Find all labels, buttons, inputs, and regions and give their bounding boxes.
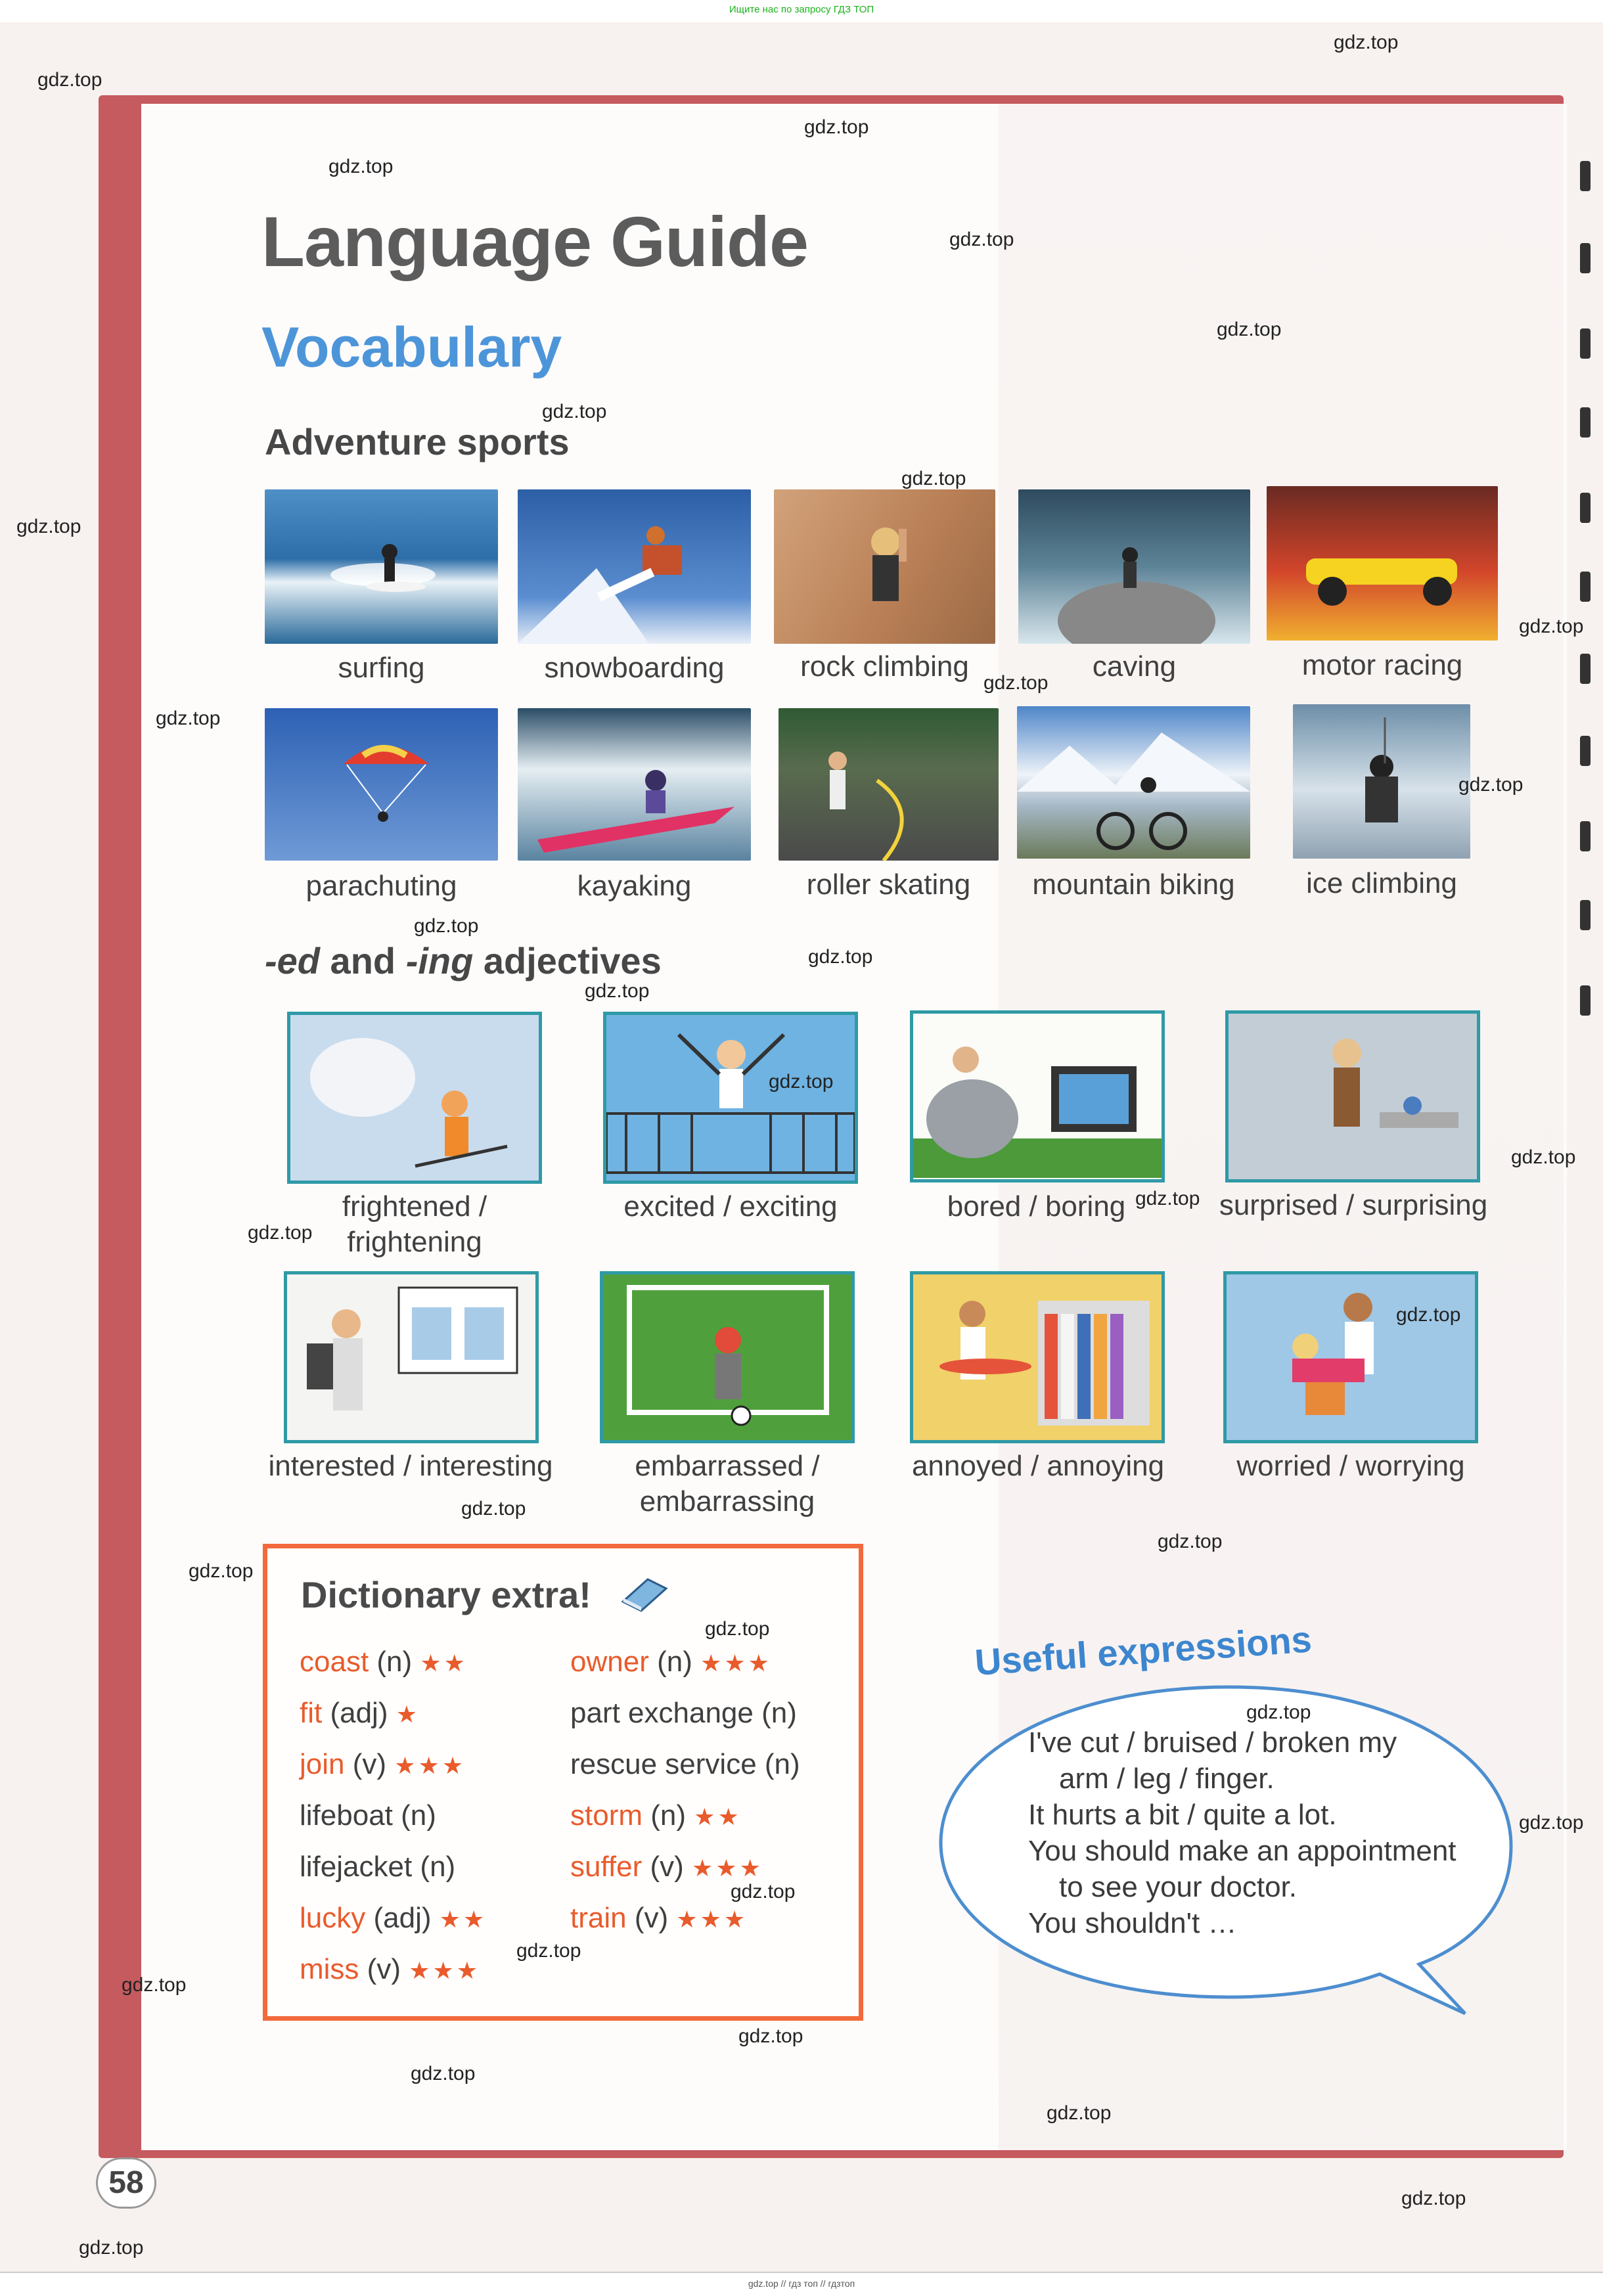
- caption-surprised: surprised / surprising: [1219, 1189, 1488, 1221]
- parachute-icon: [265, 708, 498, 861]
- watermark: gdz.top: [1519, 1812, 1584, 1834]
- watermark: gdz.top: [1334, 32, 1399, 53]
- dictionary-title: Dictionary extra!: [301, 1574, 591, 1615]
- parachuting-photo: [265, 708, 498, 861]
- caption-roller-skating: roller skating: [806, 868, 971, 901]
- watermark: gdz.top: [328, 156, 394, 177]
- watermark: gdz.top: [901, 468, 966, 489]
- snowboarder-icon: [518, 489, 751, 644]
- watermark: gdz.top: [156, 708, 221, 729]
- watermark: gdz.top: [585, 980, 650, 1002]
- caption-bored: bored / boring: [947, 1190, 1126, 1223]
- dict-left-3: lifeboat (n): [300, 1799, 436, 1832]
- watermark: gdz.top: [1047, 2102, 1112, 2124]
- watermark: gdz.top: [516, 1940, 581, 1962]
- snowboarding-photo: [518, 489, 751, 644]
- cave-icon: [1018, 489, 1250, 644]
- dict-left-6: miss (v) ★★★: [300, 1953, 481, 1985]
- watermark: gdz.top: [1519, 616, 1584, 637]
- caption-worried: worried / worrying: [1236, 1450, 1465, 1482]
- caption-excited: excited / exciting: [623, 1190, 838, 1223]
- adjectives-heading: -ed and -ing adjectives: [265, 940, 662, 981]
- watermark: gdz.top: [189, 1560, 254, 1582]
- surfing-photo: [265, 489, 498, 644]
- cartoon-annoyed: [910, 1271, 1165, 1443]
- expr-line-2: It hurts a bit / quite a lot.: [1028, 1799, 1337, 1831]
- worried-couple-icon: [1227, 1274, 1475, 1440]
- surfboard-shop-icon: [913, 1274, 1162, 1440]
- watermark: gdz.top: [769, 1071, 834, 1092]
- caption-interested: interested / interesting: [268, 1450, 553, 1482]
- cartoon-frightened: [287, 1012, 542, 1184]
- bottom-banner: [0, 2272, 1603, 2296]
- watermark: gdz.top: [1396, 1304, 1461, 1326]
- bored-tv-icon: [913, 1014, 1162, 1179]
- adventure-heading: Adventure sports: [265, 421, 570, 462]
- section-title: Vocabulary: [261, 316, 562, 379]
- page-number: 58: [96, 2157, 156, 2209]
- skier-avalanche-icon: [290, 1015, 539, 1181]
- expr-line-1: arm / leg / finger.: [1059, 1763, 1275, 1795]
- ice-climber-icon: [1293, 704, 1470, 859]
- mountain-biking-photo: [1017, 706, 1250, 859]
- watermark: gdz.top: [949, 229, 1014, 250]
- kayaking-photo: [518, 708, 751, 861]
- roller-skating-photo: [779, 708, 999, 861]
- expr-line-4: to see your doctor.: [1059, 1871, 1297, 1903]
- watermark: gdz.top: [1458, 774, 1524, 796]
- watermark: gdz.top: [1217, 319, 1282, 340]
- watermark: gdz.top: [1511, 1146, 1576, 1168]
- surfer-icon: [265, 489, 498, 644]
- caption-rock-climbing: rock climbing: [800, 650, 969, 683]
- dict-left-5: lucky (adj) ★★: [300, 1902, 487, 1934]
- bike-icon: [1017, 706, 1250, 859]
- watermark: gdz.top: [1401, 2188, 1466, 2209]
- caption-kayaking: kayaking: [577, 870, 692, 902]
- watermark: gdz.top: [1135, 1188, 1200, 1209]
- caption-ice-climbing: ice climbing: [1306, 867, 1457, 899]
- surprised-man-icon: [1229, 1014, 1477, 1179]
- climber-icon: [774, 489, 995, 644]
- expr-line-5: You shouldn't …: [1028, 1907, 1237, 1939]
- expr-line-0: I've cut / bruised / broken my: [1028, 1726, 1397, 1759]
- top-banner-text: Ищите нас по запросу ГДЗ ТОП: [729, 4, 874, 15]
- bottom-banner-text: gdz.top // гдз топ // гдзтоп: [748, 2278, 855, 2289]
- goalkeeper-icon: [603, 1274, 851, 1440]
- race-car-icon: [1267, 486, 1498, 641]
- excited-boy-icon: [606, 1015, 855, 1181]
- useful-expressions-title: Useful expressions: [973, 1618, 1313, 1683]
- caption-motor-racing: motor racing: [1301, 649, 1463, 681]
- caption-surfing: surfing: [338, 652, 425, 684]
- book-icon: [619, 1575, 669, 1612]
- watermark: gdz.top: [411, 2063, 476, 2084]
- top-banner: [0, 0, 1603, 24]
- watermark: gdz.top: [731, 1881, 796, 1902]
- caption-parachuting: parachuting: [305, 870, 457, 902]
- watermark: gdz.top: [248, 1222, 313, 1244]
- page-title: Language Guide: [261, 202, 809, 281]
- skater-icon: [779, 708, 999, 861]
- dict-right-3: storm (n) ★★: [570, 1799, 742, 1832]
- caption-embarrassed: embarrassed / embarrassing: [635, 1450, 820, 1518]
- caption-snowboarding: snowboarding: [544, 652, 725, 684]
- ice-climbing-photo: [1293, 704, 1470, 859]
- dict-right-5: train (v) ★★★: [570, 1902, 748, 1934]
- watermark: gdz.top: [804, 116, 869, 138]
- watermark: gdz.top: [37, 69, 102, 91]
- watermark: gdz.top: [461, 1498, 526, 1519]
- watermark: gdz.top: [808, 946, 873, 968]
- cartoon-embarrassed: [600, 1271, 855, 1443]
- caption-frightened: frightened / frightening: [342, 1190, 487, 1258]
- watermark: gdz.top: [122, 1974, 187, 1996]
- watermark: gdz.top: [705, 1618, 770, 1640]
- watermark: gdz.top: [16, 516, 81, 537]
- caving-photo: [1018, 489, 1250, 644]
- caption-caving: caving: [1092, 650, 1177, 683]
- dict-right-4: suffer (v) ★★★: [570, 1851, 763, 1883]
- caption-annoyed: annoyed / annoying: [911, 1450, 1165, 1482]
- watermark: gdz.top: [1158, 1531, 1223, 1552]
- watermark: gdz.top: [542, 401, 607, 422]
- watermark: gdz.top: [79, 2237, 144, 2259]
- dict-left-4: lifejacket (n): [300, 1851, 456, 1883]
- caption-mountain-biking: mountain biking: [1032, 868, 1235, 901]
- kayak-icon: [518, 708, 751, 861]
- dict-left-0: coast (n) ★★: [300, 1646, 468, 1678]
- dict-right-2: rescue service (n): [570, 1748, 800, 1780]
- expr-line-3: You should make an appointment: [1028, 1835, 1456, 1867]
- dict-left-2: join (v) ★★★: [300, 1748, 466, 1780]
- watermark: gdz.top: [1246, 1701, 1311, 1723]
- watermark: gdz.top: [414, 915, 479, 937]
- cartoon-excited: [603, 1012, 858, 1184]
- tourist-icon: [287, 1274, 535, 1440]
- cartoon-interested: [284, 1271, 539, 1443]
- dict-left-1: fit (adj) ★: [300, 1697, 420, 1729]
- dict-right-0: owner (n) ★★★: [570, 1646, 772, 1678]
- rock-climbing-photo: [774, 489, 995, 644]
- watermark: gdz.top: [738, 2025, 803, 2047]
- watermark: gdz.top: [983, 672, 1049, 694]
- cartoon-worried: [1223, 1271, 1478, 1443]
- cartoon-surprised: [1225, 1010, 1480, 1182]
- motor-racing-photo: [1267, 486, 1498, 641]
- cartoon-bored: [910, 1010, 1165, 1182]
- dict-right-1: part exchange (n): [570, 1697, 797, 1729]
